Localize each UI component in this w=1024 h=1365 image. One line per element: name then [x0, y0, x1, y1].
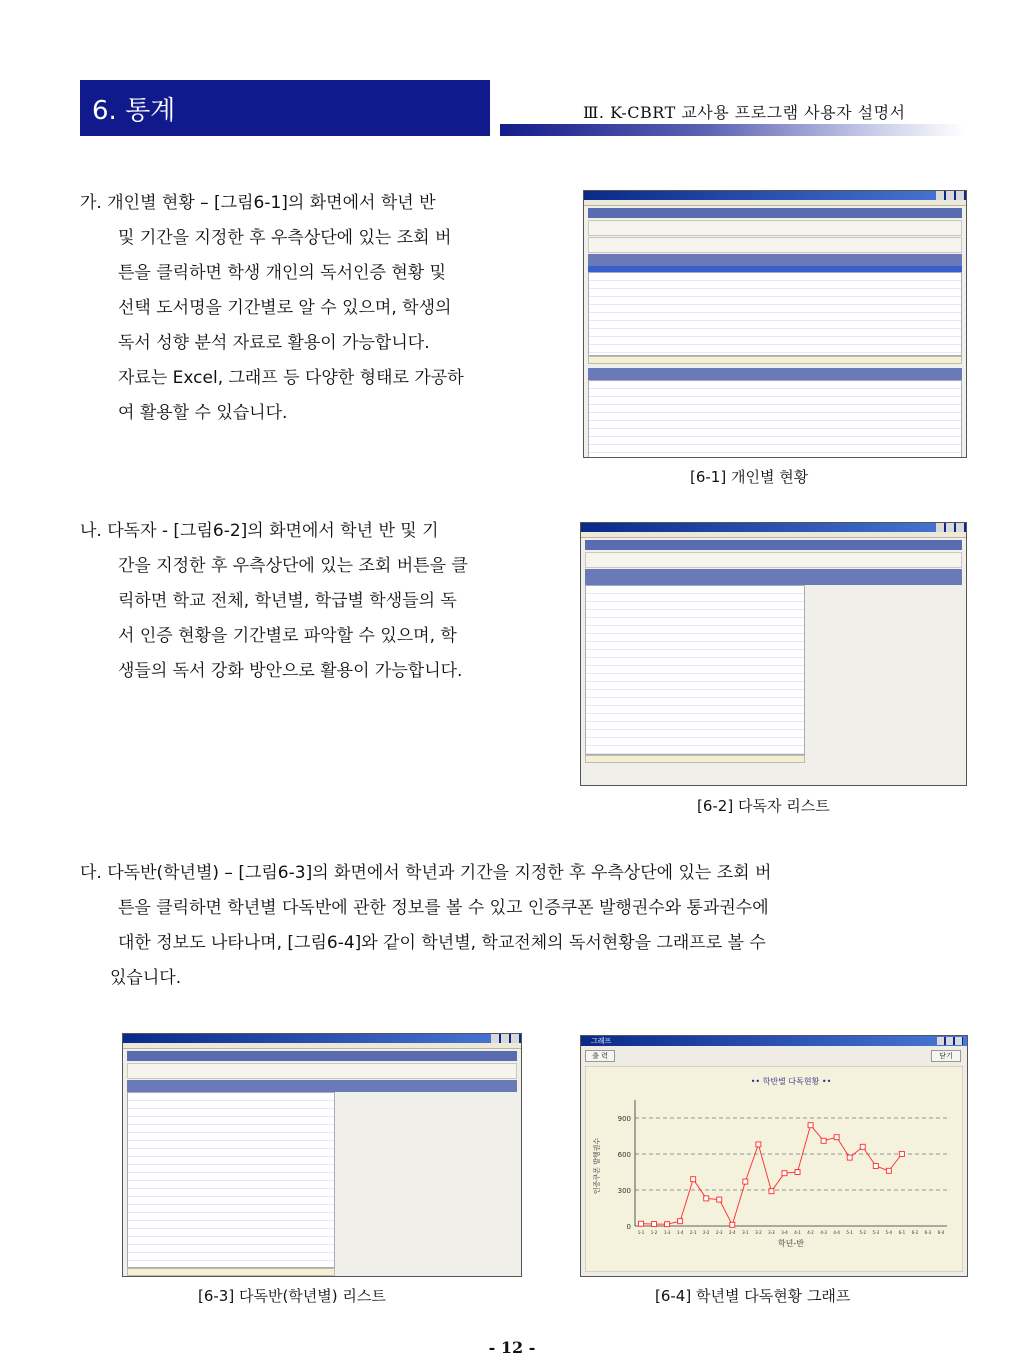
chart-background [585, 1066, 963, 1272]
section-c-text [80, 856, 771, 996]
close-button[interactable]: 닫기 [931, 1050, 961, 1062]
y-tick-label: 600 [617, 1151, 631, 1159]
text-line: 여 활용할 수 있습니다. [118, 403, 288, 423]
y-tick-label: 300 [617, 1187, 631, 1195]
x-tick-label: 3-3 [768, 1230, 775, 1235]
x-tick-label: 2-3 [715, 1230, 723, 1235]
x-tick-label: 1-4 [676, 1230, 684, 1235]
x-tick-label: 5-1 [846, 1230, 853, 1235]
x-tick-label: 6-4 [937, 1230, 945, 1235]
text-line: 튼을 클릭하면 학년별 다독반에 관한 정보를 볼 수 있고 인증쿠폰 발행권수와 통과권수에 [118, 898, 769, 918]
text-line: 있습니다. [110, 968, 182, 988]
data-point [782, 1171, 787, 1176]
x-tick-label: 1-2 [650, 1230, 658, 1235]
data-point [899, 1152, 904, 1157]
x-tick-label: 2-1 [689, 1230, 697, 1235]
text-line: 튼을 클릭하면 학생 개인의 독서인증 현황 및 [118, 263, 447, 283]
section-title: 6. 통계 [92, 96, 176, 126]
figure-caption-6-3: [6-3] 다독반(학년별) 리스트 [198, 1287, 386, 1305]
data-point [665, 1222, 670, 1227]
section-a-text [80, 186, 464, 431]
data-point [847, 1155, 852, 1160]
data-point [743, 1179, 748, 1184]
text-line: 서 인증 현황을 기간별로 파악할 수 있으며, 학 [118, 626, 457, 646]
data-point [769, 1189, 774, 1194]
x-tick-label: 5-4 [885, 1230, 893, 1235]
data-point [652, 1222, 657, 1227]
text-line: 생들의 독서 강화 방안으로 활용이 가능합니다. [118, 661, 463, 681]
chart-title: •• 학반별 다독현황 •• [750, 1077, 832, 1086]
data-point [834, 1135, 839, 1140]
text-line: 자료는 Excel, 그래프 등 다양한 형태로 가공하 [118, 368, 464, 388]
manual-title: Ⅲ. K-CBRT 교사용 프로그램 사용자 설명서 [583, 103, 906, 122]
data-point [678, 1219, 683, 1224]
x-tick-label: 4-4 [833, 1230, 840, 1235]
text-line: 나. 다독자 - [그림6-2]의 화면에서 학년 반 및 기 [80, 521, 439, 541]
x-tick-label: 3-1 [742, 1230, 749, 1235]
x-tick-label: 1-3 [663, 1230, 671, 1235]
reading-status-chart [585, 1066, 963, 1272]
figure-caption-6-2: [6-2] 다독자 리스트 [697, 797, 830, 815]
x-tick-label: 5-3 [872, 1230, 880, 1235]
text-line: 간을 지정한 후 우측상단에 있는 조회 버튼을 클 [118, 556, 468, 576]
data-point [691, 1177, 696, 1182]
chart-window [580, 1035, 968, 1277]
section-b-text [80, 514, 468, 689]
page-number: - 12 - [488, 1338, 536, 1357]
text-line: 및 기간을 지정한 후 우측상단에 있는 조회 버 [118, 228, 452, 248]
y-tick-label: 900 [617, 1115, 631, 1123]
x-tick-label: 1-1 [637, 1230, 645, 1235]
window-title: 그래프 [591, 1037, 612, 1045]
personal-status-screenshot [583, 190, 967, 458]
x-tick-label: 2-4 [729, 1230, 736, 1235]
x-tick-label: 6-2 [911, 1230, 919, 1235]
class-readers-screenshot [122, 1033, 522, 1277]
x-tick-label: 3-4 [781, 1230, 788, 1235]
x-tick-label: 4-3 [820, 1230, 827, 1235]
x-axis-label: 학년-반 [777, 1239, 805, 1248]
text-line: 선택 도서명을 기간별로 알 수 있으며, 학생의 [118, 298, 452, 318]
data-point [821, 1138, 826, 1143]
x-tick-label: 2-2 [702, 1230, 710, 1235]
x-tick-label: 3-2 [755, 1230, 762, 1235]
print-button[interactable]: 출 력 [585, 1050, 615, 1062]
data-point [808, 1123, 813, 1128]
text-line: 대한 정보도 나타나며, [그림6-4]와 같이 학년별, 학교전체의 독서현황을 그래프로 볼 수 [118, 933, 766, 953]
data-point [795, 1170, 800, 1175]
data-point [717, 1197, 722, 1202]
header-gradient-rule [500, 124, 965, 136]
y-tick-label: 0 [626, 1223, 631, 1231]
text-line: 독서 성향 분석 자료로 활용이 가능합니다. [118, 333, 430, 353]
figure-caption-6-4: [6-4] 학년별 다독현황 그래프 [655, 1287, 851, 1305]
text-line: 가. 개인별 현황 – [그림6-1]의 화면에서 학년 반 [80, 193, 436, 213]
text-line: 다. 다독반(학년별) – [그림6-3]의 화면에서 학년과 기간을 지정한 후 우측상단에 있는 조회 버 [80, 863, 772, 883]
data-point [756, 1142, 761, 1147]
data-point [873, 1164, 878, 1169]
figure-caption-6-1: [6-1] 개인별 현황 [690, 468, 809, 486]
data-point [886, 1168, 891, 1173]
data-point [704, 1196, 709, 1201]
x-tick-label: 4-1 [794, 1230, 801, 1235]
y-axis-label: 인증쿠폰 발행권수 [593, 1137, 601, 1195]
x-tick-label: 5-2 [859, 1230, 867, 1235]
text-line: 릭하면 학교 전체, 학년별, 학급별 학생들의 독 [118, 591, 457, 611]
data-point [639, 1221, 644, 1226]
top-readers-screenshot [580, 522, 967, 786]
x-tick-label: 6-1 [898, 1230, 906, 1235]
x-tick-label: 4-2 [807, 1230, 814, 1235]
window-controls[interactable] [937, 1037, 963, 1045]
data-point [860, 1144, 865, 1149]
data-point [730, 1222, 735, 1227]
x-tick-label: 6-3 [924, 1230, 932, 1235]
